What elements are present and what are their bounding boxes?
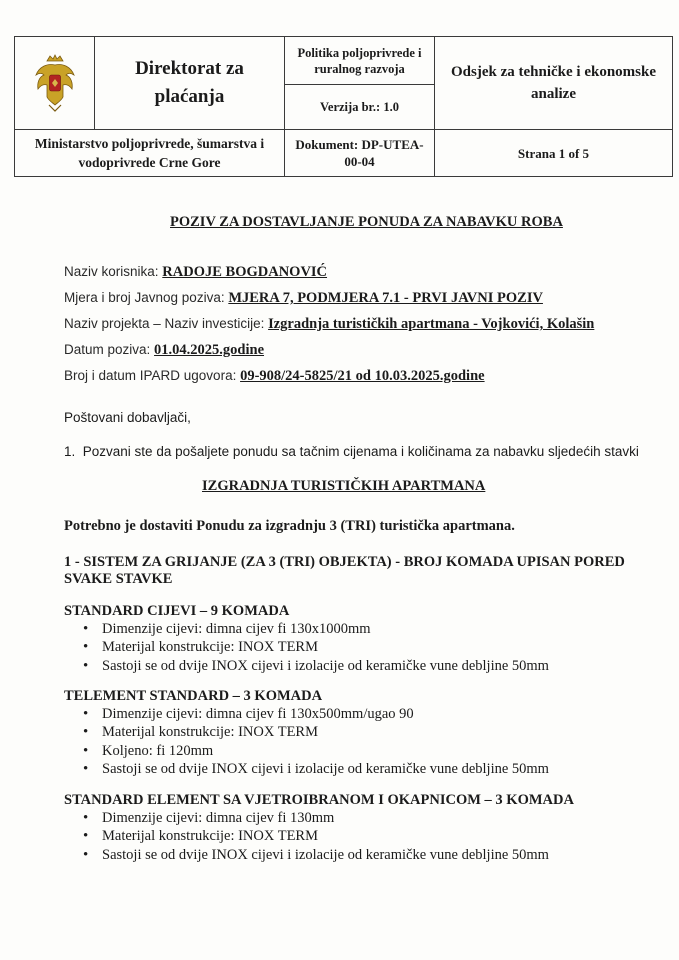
group-heading: STANDARD CIJEVI – 9 KOMADA xyxy=(64,603,290,619)
crest-logo xyxy=(15,37,95,130)
field-call-measure: Mjera i broj Javnog poziva: MJERA 7, PODMJERA 7.1 - PRVI JAVNI POZIV xyxy=(64,290,543,306)
org-title: Direktorat za plaćanja xyxy=(95,37,285,130)
list-item: • Materijal konstrukcije: INOX TERM xyxy=(64,723,549,741)
list-item: • Dimenzije cijevi: dimna cijev fi 130mm xyxy=(64,809,549,827)
group-item-list xyxy=(64,809,549,864)
policy-cell: Politika poljoprivrede i ruralnog razvoja xyxy=(285,37,435,85)
section-subtitle: IZGRADNJA TURISTIČKIH APARTMANA xyxy=(202,478,486,494)
department-cell: Odsjek za tehničke i ekonomske analize xyxy=(435,37,673,130)
document-title: POZIV ZA DOSTAVLJANJE PONUDA ZA NABAVKU ROBA xyxy=(170,214,563,230)
list-item: • Materijal konstrukcije: INOX TERM xyxy=(64,827,549,845)
group-heading: STANDARD ELEMENT SA VJETROIBRANOM I OKAPNICOM – 3 KOMADA xyxy=(64,792,574,808)
ministry-cell: Ministarstvo poljoprivrede, šumarstva i vodoprivrede Crne Gore xyxy=(15,130,285,177)
list-item: • Koljeno: fi 120mm xyxy=(64,742,549,760)
list-item: • Dimenzije cijevi: dimna cijev fi 130x1000mm xyxy=(64,620,549,638)
list-item: • Sastoji se od dvije INOX cijevi i izolacije od keramičke vune debljine 50mm xyxy=(64,846,549,864)
group-heading: TELEMENT STANDARD – 3 KOMADA xyxy=(64,688,323,704)
greeting: Poštovani dobavljači, xyxy=(64,410,191,425)
section-heating-heading: 1 - SISTEM ZA GRIJANJE (ZA 3 (TRI) OBJEKTA) - BROJ KOMADA UPISAN PORED SVAKE STAVKE xyxy=(64,554,625,587)
list-item: • Sastoji se od dvije INOX cijevi i izolacije od keramičke vune debljine 50mm xyxy=(64,657,549,675)
list-item: • Materijal konstrukcije: INOX TERM xyxy=(64,638,549,656)
intro-paragraph: 1. Pozvani ste da pošaljete ponudu sa tačnim cijenama i količinama za nabavku sljedećih stavki xyxy=(64,444,639,459)
list-item: • Dimenzije cijevi: dimna cijev fi 130x500mm/ugao 90 xyxy=(64,705,549,723)
field-call-date: Datum poziva: 01.04.2025.godine xyxy=(64,342,265,358)
document-cell: Dokument: DP-UTEA-00-04 xyxy=(285,130,435,177)
group-item-list xyxy=(64,705,549,779)
document-header xyxy=(14,36,672,176)
requirement-text: Potrebno je dostaviti Ponudu za izgradnju 3 (TRI) turistička apartmana. xyxy=(64,518,515,534)
field-beneficiary: Naziv korisnika: RADOJE BOGDANOVIĆ xyxy=(64,264,328,280)
version-cell: Verzija br.: 1.0 xyxy=(285,85,435,130)
page-cell: Strana 1 of 5 xyxy=(435,130,673,177)
list-item: • Sastoji se od dvije INOX cijevi i izolacije od keramičke vune debljine 50mm xyxy=(64,760,549,778)
field-ipard-contract: Broj i datum IPARD ugovora: 09-908/24-5825/21 od 10.03.2025.godine xyxy=(64,368,485,384)
field-project-name: Naziv projekta – Naziv investicije: Izgradnja turističkih apartmana - Vojkovići, Kolašin xyxy=(64,316,595,332)
group-item-list xyxy=(64,620,549,675)
